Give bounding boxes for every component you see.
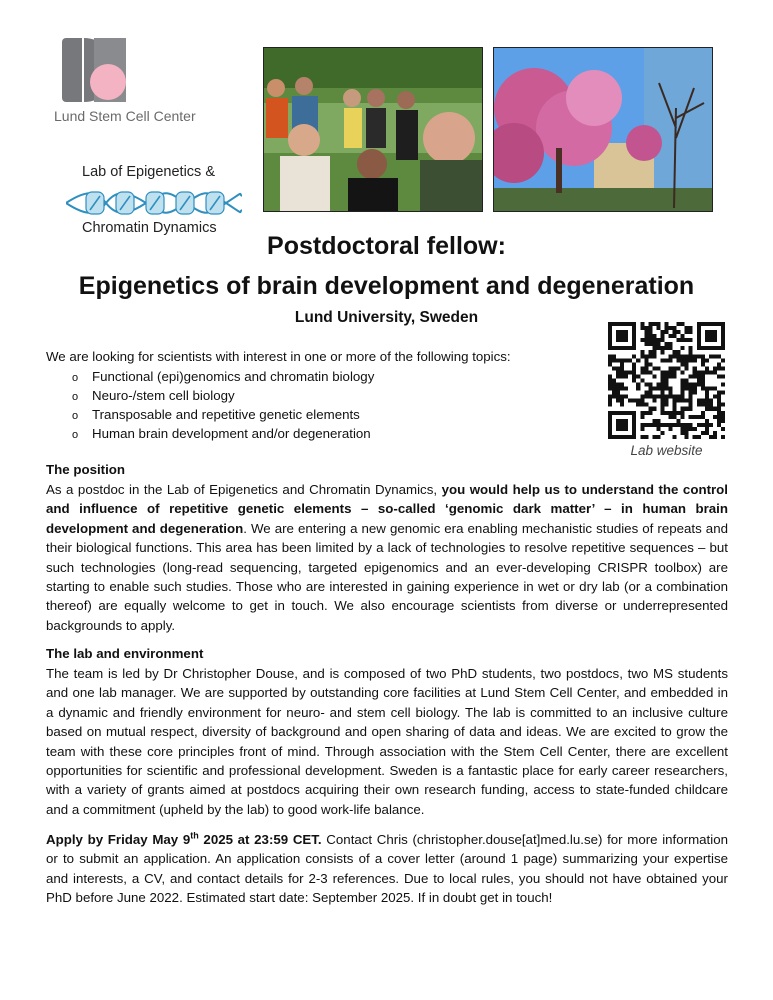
bullet-icon: o xyxy=(72,372,79,384)
position-paragraph: As a postdoc in the Lab of Epigenetics and Chromatin Dynamics, you would help us to understand the control and influence of repetitive genetic elements – so-called ‘genomic dark matter’ – in human brain development and degeneration. We are entering a new genomic era enabling mechanistic studies of repeats and their biological functions. This area has been limited by a lack of technologies to resolve repetitive sequences – but such technologies (long-read sequencing, targeted epigenomics and an ever-developing CRISPR toolbox) are starting to enable such studies. Those who are interested in gaining experience in wet or dry lab (or a combination thereof) are equally welcome to get in touch. We also encourage scientists from diverse or underrepresented backgrounds to apply. xyxy=(46,482,728,633)
qr-caption: Lab website xyxy=(630,443,703,458)
environment-heading: The lab and environment xyxy=(46,646,204,661)
topic-item: o Neuro-/stem cell biology xyxy=(72,388,235,403)
location-subtitle: Lund University, Sweden xyxy=(294,309,479,326)
bullet-icon: o xyxy=(72,391,79,403)
topic-item: o Functional (epi)genomics and chromatin biology xyxy=(72,369,375,384)
team-photo xyxy=(263,47,483,212)
bullet-icon: o xyxy=(72,410,79,422)
title-line1: Postdoctoral fellow: xyxy=(267,232,506,260)
position-highlight: you would help us to understand the control and influence of repetitive genetic elements – so-called ‘genomic dark matter’ – in human brain development and degeneration xyxy=(46,482,728,536)
lab-name-line1: Lab of Epigenetics & xyxy=(82,164,216,180)
dna-helix-icon xyxy=(66,186,242,220)
campus-photo xyxy=(493,47,713,212)
environment-paragraph: The team is led by Dr Christopher Douse, and is composed of two PhD students, two postdocs, two MS students and one lab manager. We are supported by outstanding core facilities at Lund Stem Cell Center, and embedded in a dynamic and friendly environment for neuro- and stem cell biology. The lab is committed to an inclusive culture based on mutual respect, diversity of background and open sharing of data and ideas. We are excited to grow the team with these core principles front of mind. Through association with the Stem Cell Center, there are excellent opportunities for scientific and professional development. Sweden is a fantastic place for early career researchers, with a variety of grants aimed at postdocs acquiring their own research funding, access to state-funded childcare and a commitment (upheld by the lab) to good work-life balance. xyxy=(46,666,728,817)
lscc-logo-icon xyxy=(56,36,128,106)
apply-paragraph: Apply by Friday May 9th 2025 at 23:59 CET. Contact Chris (christopher.douse[at]med.lu.se) for more information or to submit an application. An application consists of a cover letter (around 1 page) summarizing your expertise and interests, a CV, and contact details for 2-3 references. Due to local rules, you should not have obtained your PhD before June 2022. Estimated start date: September 2025. If in doubt get in touch! xyxy=(46,830,728,906)
center-name: Lund Stem Cell Center xyxy=(54,108,196,124)
topics-intro: We are looking for scientists with interest in one or more of the following topics: xyxy=(46,349,511,364)
lab-name-line2: Chromatin Dynamics xyxy=(82,220,217,236)
bullet-icon: o xyxy=(72,429,79,441)
topic-item: o Transposable and repetitive genetic elements xyxy=(72,407,360,422)
position-heading: The position xyxy=(46,462,126,477)
topic-item: o Human brain development and/or degeneration xyxy=(72,426,371,441)
deadline: Apply by Friday May 9th 2025 at 23:59 CET. xyxy=(46,830,322,847)
title-line2: Epigenetics of brain development and degeneration xyxy=(78,272,695,300)
qr-code-icon[interactable] xyxy=(608,322,725,439)
